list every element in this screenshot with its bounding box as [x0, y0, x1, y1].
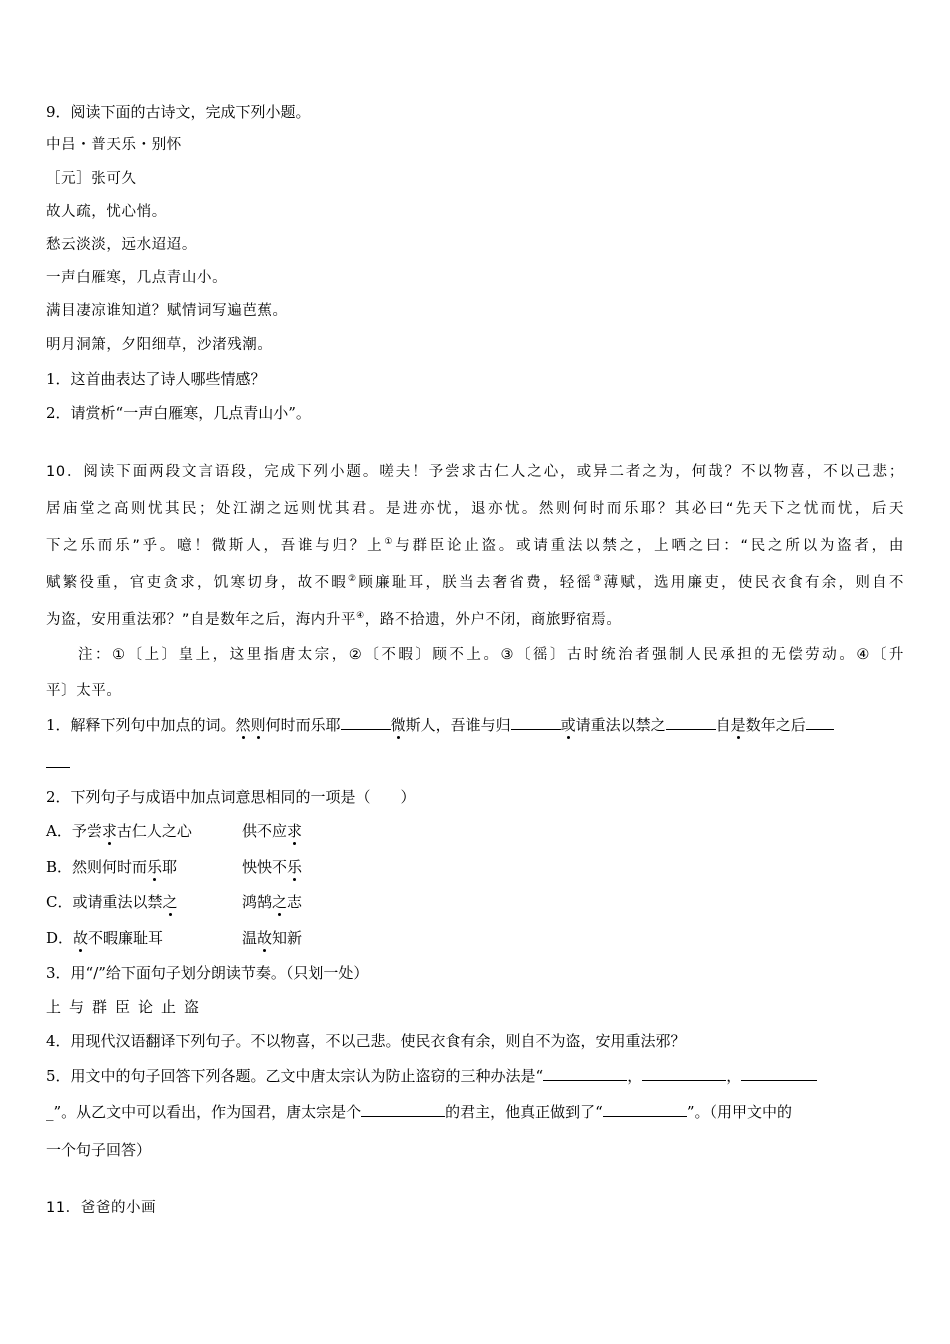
answer-blank[interactable] [341, 715, 391, 730]
poem-title: 中吕・普天乐・别怀 [46, 137, 182, 153]
answer-blank[interactable] [543, 1066, 627, 1081]
q10-subquestion-3-stem: 3．用“/”给下面句子划分朗读节奏。（只划一处） [46, 964, 369, 982]
q10-subquestion-2-stem: 2．下列句子与成语中加点词意思相同的一项是（ ） [46, 788, 416, 806]
dotted-char: 然 [235, 716, 251, 734]
q10-note-line-2: 平〕太平。 [46, 683, 122, 699]
answer-blank-continued[interactable] [46, 753, 70, 773]
q10-subquestion-3-sentence: 上与群臣论止盗 [46, 998, 208, 1016]
q9-subquestion-2: 2．请赏析“一声白雁寒，几点青山小”。 [46, 404, 311, 422]
q10-passage-line-1: 10．阅读下面两段文言语段，完成下列小题。嗟夫！予尝求古仁人之心，或异二者之为，何哉？不以物喜，不以己悲； [46, 464, 904, 480]
answer-blank[interactable] [603, 1102, 687, 1117]
footnote-marker-3: ③ [593, 574, 604, 585]
answer-blank[interactable] [666, 715, 716, 730]
q10-passage-line-4: 赋繁役重，官吏贪求，饥寒切身，故不暇②顾廉耻耳，朕当去奢省费，轻徭③薄赋，选用廉吏，使民衣食有余，则自不 [46, 574, 904, 591]
poem-line-1: 故人疏，忧心悄。 [46, 204, 167, 220]
poem-line-4: 满目凄凉谁知道？赋情词写遍芭蕉。 [46, 303, 288, 319]
q10-passage-line-2: 居庙堂之高则忧其民；处江湖之远则忧其君。是进亦忧，退亦忧。然则何时而乐耶？其必曰“先天下之忧而忧，后天 [46, 501, 904, 517]
q9-subquestion-1: 1．这首曲表达了诗人哪些情感？ [46, 370, 266, 388]
option-b: B．然则何时而乐耶 怏怏不乐 [46, 858, 303, 876]
option-d: D．故不暇廉耻耳 温故知新 [46, 929, 303, 947]
option-a: A．予尝求古仁人之心 供不应求 [46, 822, 303, 840]
footnote-marker-2: ② [348, 574, 359, 585]
poem-author: ［元］张可久 [46, 171, 137, 187]
q10-subquestion-5-line-1: 5．用文中的句子回答下列各题。乙文中唐太宗认为防止盗窃的三种办法是“ ， ， [46, 1066, 817, 1086]
dotted-char: 微 [390, 716, 406, 734]
q10-subquestion-4: 4．用现代汉语翻译下列句子。不以物喜，不以己悲。使民衣食有余，则自不为盗，安用重法邪？ [46, 1032, 686, 1050]
q10-subquestion-5-line-3: 一个句子回答） [46, 1141, 152, 1159]
q10-subquestion-1: 1．解释下列句中加点的词。然则何时而乐耶 微斯人，吾谁与归 或请重法以禁之 自是数年之后 [46, 715, 834, 735]
q9-prompt: 9．阅读下面的古诗文，完成下列小题。 [46, 103, 311, 121]
poem-line-5: 明月洞箫，夕阳细草，沙渚残潮。 [46, 337, 273, 353]
dotted-char: 或 [560, 716, 576, 734]
answer-blank[interactable] [741, 1066, 817, 1081]
answer-blank[interactable] [642, 1066, 726, 1081]
footnote-marker-1: ① [384, 537, 396, 548]
option-c: C．或请重法以禁之 鸿鹄之志 [46, 893, 303, 911]
dotted-char: 则 [250, 716, 266, 734]
poem-line-3: 一声白雁寒，几点青山小。 [46, 270, 228, 286]
q10-passage-line-5: 为盗，安用重法邪？”自是数年之后，海内升平④，路不拾遗，外户不闭，商旅野宿焉。 [46, 611, 622, 628]
poem-line-2: 愁云淡淡，远水迢迢。 [46, 237, 197, 253]
answer-blank[interactable] [511, 715, 561, 730]
q10-subquestion-5-line-2: _”。从乙文中可以看出，作为国君，唐太宗是个 的君主，他真正做到了“ ”。（用甲文中的 [46, 1103, 793, 1121]
q10-passage-line-3: 下之乐而乐”乎。噫！微斯人，吾谁与归？上①与群臣论止盗。或请重法以禁之，上哂之曰：“民之所以为盗者，由 [46, 537, 905, 554]
answer-blank[interactable] [806, 715, 834, 730]
q10-note-line-1: 注：①〔上〕皇上，这里指唐太宗，②〔不暇〕顾不上。③〔徭〕古时统治者强制人民承担的无偿劳动。④〔升 [78, 647, 904, 663]
answer-blank[interactable] [361, 1102, 445, 1117]
footnote-marker-4: ④ [356, 611, 365, 622]
q11-title: 11．爸爸的小画 [46, 1200, 157, 1216]
dotted-char: 是 [730, 716, 746, 734]
